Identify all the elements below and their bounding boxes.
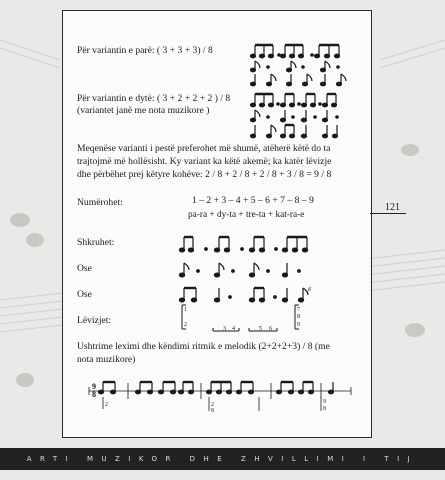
variant-second-formula: ( 3 + 2 + 2 + 2 ) / 8 <box>156 93 231 104</box>
footer-banner: ARTI MUZIKOR DHE ZHVILLIMI I TIJ <box>0 448 445 470</box>
counting-syllables: pa-ra + dy-ta + tre-ta + kat-ra-e <box>188 210 305 220</box>
exercise-staff <box>89 382 351 411</box>
svg-text:8: 8 <box>323 406 326 412</box>
textbook-page <box>62 10 372 438</box>
or-label-1: Ose <box>77 263 92 274</box>
exercise-line-2: nota muzikore) <box>77 354 136 365</box>
svg-text:1: 1 <box>184 307 187 313</box>
exercise-line-1: Ushtrime leximi dhe këndimi ritmik e melodik (2+2+2+3) / 8 (me <box>77 341 330 352</box>
movements-label: Lëvizjet: <box>77 315 112 326</box>
svg-text:2: 2 <box>211 402 214 408</box>
svg-text:8: 8 <box>211 408 214 414</box>
page-number-rule <box>370 213 406 214</box>
svg-text:♯: ♯ <box>308 287 311 293</box>
svg-text:3: 3 <box>223 326 226 332</box>
counting-numbers: 1 – 2 + 3 – 4 + 5 – 6 + 7 – 8 – 9 <box>192 195 314 206</box>
paragraph-line-2: trajtojmë më hollësisht. Ky variant ka këtë akemë; ka katër lëvizje <box>77 156 332 167</box>
paragraph-line-1: Meqenëse varianti i pestë preferohet më shumë, atëherë këtë do ta <box>77 143 331 154</box>
written-label: Shkruhet: <box>77 237 115 248</box>
svg-text:8: 8 <box>297 314 300 320</box>
variant-second-note: (variantet janë me nota muzikore ) <box>77 105 210 116</box>
svg-text:2: 2 <box>184 322 187 328</box>
variant-first-formula: ( 3 + 3 + 3) / 8 <box>156 45 213 56</box>
or-label-2: Ose <box>77 289 92 300</box>
svg-text:4: 4 <box>232 326 235 332</box>
svg-text:5: 5 <box>259 326 262 332</box>
svg-text:2: 2 <box>105 402 108 408</box>
page-number: 121 <box>385 202 400 213</box>
svg-text:9: 9 <box>323 399 326 405</box>
svg-text:6: 6 <box>269 326 272 332</box>
svg-text:9: 9 <box>92 382 96 391</box>
svg-text:8: 8 <box>92 390 96 399</box>
svg-text:9: 9 <box>297 322 300 328</box>
paragraph-line-3: dhe përbëhet prej këtyre kohëve: 2 / 8 + 2 / 8 + 2 / 8 + 3 / 8 = 9 / 8 <box>77 169 332 180</box>
variant-second-label: Për variantin e dytë: <box>77 93 155 104</box>
counting-label: Numërohet: <box>77 197 123 208</box>
variant-first-label: Për variantin e parë: <box>77 45 155 56</box>
triplet-group-1 <box>251 45 340 58</box>
svg-text:7: 7 <box>297 307 300 313</box>
rhythm-notation-art <box>63 11 371 437</box>
